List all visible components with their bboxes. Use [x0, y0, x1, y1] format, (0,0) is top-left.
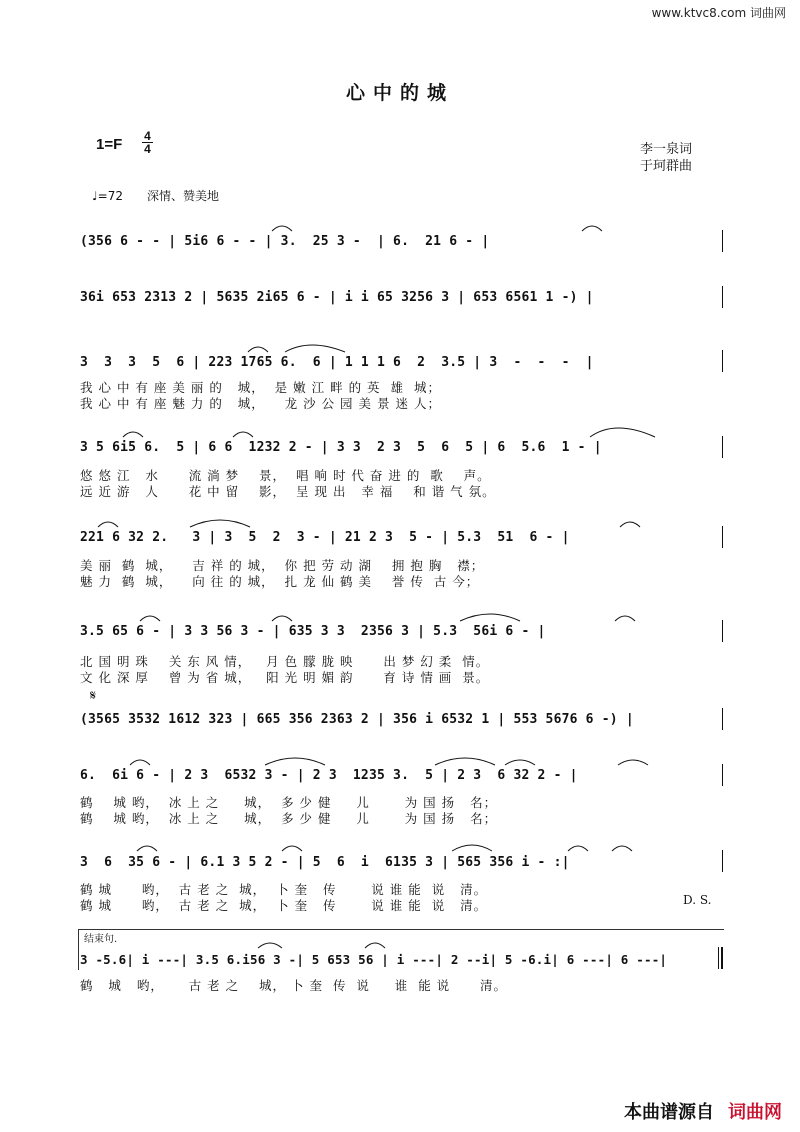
lyric-system-8-verse-1: 鹤 城 哟， 冰 上 之 城， 多 少 健 儿 为 国 扬 名； — [80, 795, 498, 810]
notes-system-2: 36i 653 2313 2 | 5635 2i65 6 - | i i 65 3256 3 | 653 6561 1 -) | — [80, 290, 594, 305]
notes-system-1: (356 6 - - | 5i6 6 - - | 3. 25 3 - | 6. 21 6 - | — [80, 234, 490, 249]
lyric-system-6-verse-1: 北 国 明 珠 关 东 风 情， 月 色 朦 胧 映 出 梦 幻 柔 情。 — [80, 654, 490, 669]
lyric-system-5-verse-1: 美 丽 鹤 城， 吉 祥 的 城， 你 把 劳 动 湖 拥 抱 胸 襟； — [80, 558, 485, 573]
ds-marking: D. S. — [683, 893, 712, 907]
notes-system-4: 3 5 6i5 6. 5 | 6 6 1232 2 - | 3 3 2 3 5 6 5 | 6 5.6 1 - | — [80, 440, 602, 455]
footer-source — [624, 1098, 782, 1124]
segno-sign: 𝄋 — [90, 688, 97, 704]
final-barline-thick — [721, 947, 723, 969]
final-barline-thin — [718, 947, 719, 969]
lyric-system-3-verse-1: 我 心 中 有 座 美 丽 的 城， 是 嫩 江 畔 的 英 雄 城； — [80, 380, 441, 395]
notes-system-7: (3565 3532 1612 323 | 665 356 2363 2 | 356 i 6532 1 | 553 5676 6 -) | — [80, 712, 634, 727]
barline — [722, 286, 723, 308]
notes-system-6: 3.5 65 6 - | 3 3 56 3 - | 635 3 3 2356 3 | 5.3 56i 6 - | — [80, 624, 546, 639]
lyricist-credit: 李一泉词 — [640, 142, 693, 157]
lyric-system-9-verse-1: 鹤 城 哟， 古 老 之 城， 卜 奎 传 说 谁 能 说 清。 — [80, 882, 488, 897]
lyric-system-3-verse-2: 我 心 中 有 座 魅 力 的 城， 龙 沙 公 园 美 景 迷 人； — [80, 396, 441, 411]
barline — [722, 230, 723, 252]
lyric-system-5-verse-2: 魅 力 鹤 城， 向 往 的 城， 扎 龙 仙 鹤 美 誉 传 古 今； — [80, 574, 480, 589]
barline — [722, 708, 723, 730]
ending-label: 结束句. — [84, 934, 118, 945]
tempo-marking: ♩=72 深情、赞美地 — [92, 189, 219, 203]
site-url[interactable]: www.ktvc8.com 词曲网 — [651, 6, 786, 20]
barline — [722, 526, 723, 548]
barline — [722, 620, 723, 642]
lyric-system-4-verse-1: 悠 悠 江 水 流 淌 梦 景， 唱 响 时 代 奋 进 的 歌 声。 — [80, 468, 491, 483]
composer-credit: 于珂群曲 — [640, 159, 693, 174]
lyric-system-8-verse-2: 鹤 城 哟， 冰 上 之 城， 多 少 健 儿 为 国 扬 名； — [80, 811, 498, 826]
song-title: 心中的城 — [345, 82, 454, 104]
notes-system-9: 3 6 35 6 - | 6.1 3 5 2 - | 5 6 i 6135 3 | 565 356 i - :| — [80, 855, 570, 870]
footer-brand[interactable]: 词曲网 — [728, 1102, 782, 1123]
lyric-system-9-verse-2: 鹤 城 哟， 古 老 之 城， 卜 奎 传 说 谁 能 说 清。 — [80, 898, 488, 913]
barline — [722, 350, 723, 372]
time-bottom: 4 — [144, 142, 151, 156]
time-signature — [142, 130, 153, 155]
lyric-system-4-verse-2: 远 近 游 人 花 中 留 影， 呈 现 出 幸 福 和 谐 气 氛。 — [80, 484, 496, 499]
time-top: 4 — [144, 129, 151, 143]
lyric-system-10: 鹤 城 哟， 古 老 之 城， 卜 奎 传 说 谁 能 说 清。 — [80, 978, 508, 993]
notes-system-5: 221 6 32 2. 3 | 3 5 2 3 - | 21 2 3 5 - | 5.3 51 6 - | — [80, 530, 570, 545]
barline — [722, 850, 723, 872]
notes-system-8: 6. 6i 6 - | 2 3 6532 3 - | 2 3 1235 3. 5 | 2 3 6 32 2 - | — [80, 768, 578, 783]
key-signature: 1=F — [96, 136, 123, 153]
notes-system-3: 3 3 3 5 6 | 223 1765 6. 6 | 1 1 1 6 2 3.5 | 3 - - - | — [80, 355, 594, 370]
footer-text: 本曲谱源自 — [624, 1102, 714, 1123]
barline — [722, 436, 723, 458]
notes-system-10: 3 -5.6| i ---| 3.5 6.i56 3 -| 5 653 56 | i ---| 2 --i| 5 -6.i| 6 ---| 6 ---| — [80, 952, 668, 967]
barline — [722, 764, 723, 786]
lyric-system-6-verse-2: 文 化 深 厚 曾 为 省 城， 阳 光 明 媚 韵 育 诗 情 画 景。 — [80, 670, 490, 685]
